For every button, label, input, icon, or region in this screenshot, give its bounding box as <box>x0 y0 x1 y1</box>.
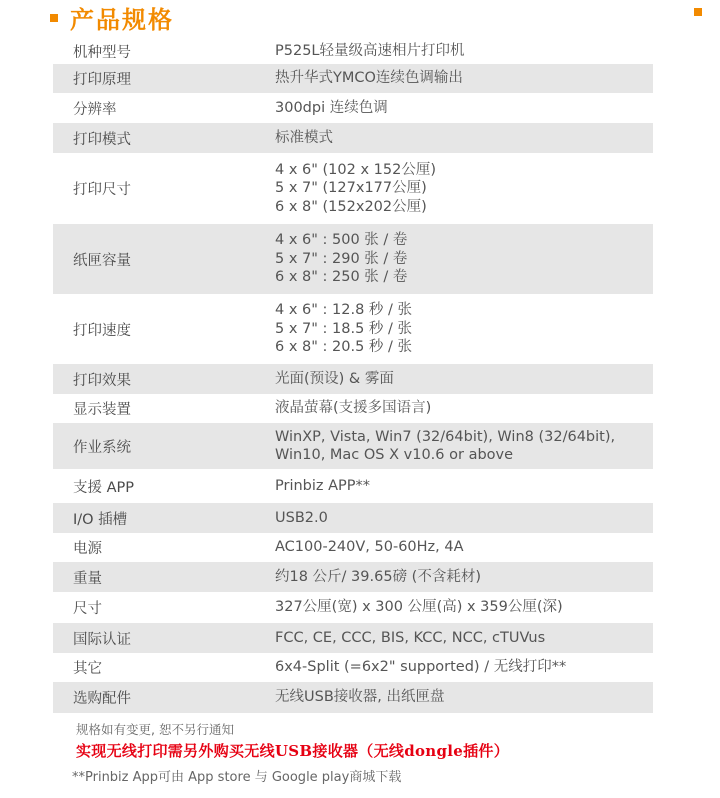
spec-value <box>275 161 653 217</box>
spec-row <box>53 294 653 364</box>
spec-label: 电源 <box>73 541 102 557</box>
spec-row <box>53 503 653 533</box>
spec-row <box>53 682 653 713</box>
spec-value-line: 6 x 8" (152x202公厘) <box>275 198 427 215</box>
spec-value-line: Prinbiz APP** <box>275 477 371 494</box>
notice-text: 规格如有变更, 恕不另行通知 <box>76 722 234 737</box>
spec-value <box>275 129 653 148</box>
spec-label: 尺寸 <box>73 601 102 617</box>
spec-value-line: 5 x 7" : 290 张 / 卷 <box>275 250 408 267</box>
spec-value-line: 4 x 6" : 12.8 秒 / 张 <box>275 302 413 319</box>
spec-value-line: 4 x 6" (102 x 152公厘) <box>275 161 436 178</box>
spec-label: 打印原理 <box>73 72 131 88</box>
spec-row <box>53 394 653 423</box>
orange-square-icon <box>50 14 58 22</box>
spec-value <box>275 69 653 88</box>
spec-row <box>53 64 653 93</box>
red-notice-text: 实现无线打印需另外购买无线USB接收器（无线dongle插件） <box>76 742 510 760</box>
orange-square-icon <box>694 8 702 16</box>
spec-value <box>275 477 653 496</box>
spec-row <box>53 153 653 224</box>
spec-row <box>53 423 653 469</box>
spec-label: 打印模式 <box>73 131 131 148</box>
app-notice-text: **Prinbiz App可由 App store 与 Google play商城下载 <box>72 770 402 785</box>
spec-value-line: 4 x 6" : 500 张 / 卷 <box>275 232 408 249</box>
spec-label: 国际认证 <box>73 631 131 648</box>
spec-value-line: 无线USB接收器, 出纸匣盘 <box>275 689 445 706</box>
spec-value-line: 约18 公斤/ 39.65磅 (不含耗材) <box>275 568 481 585</box>
spec-value-line: 6 x 8" : 20.5 秒 / 张 <box>275 339 413 356</box>
spec-value-line: 6 x 8" : 250 张 / 卷 <box>275 269 408 286</box>
spec-label: I/O 插槽 <box>73 511 128 528</box>
spec-value-line: 液晶萤幕(支援多国语言) <box>275 400 432 417</box>
spec-value-line: Win10, Mac OS X v10.6 or above <box>275 447 514 463</box>
spec-value <box>275 428 653 465</box>
spec-label: 重量 <box>73 570 102 587</box>
spec-value-line: USB2.0 <box>275 509 328 526</box>
spec-value <box>275 658 653 677</box>
spec-row <box>53 533 653 562</box>
spec-value <box>275 399 653 418</box>
spec-label: 打印速度 <box>73 322 131 339</box>
spec-row <box>53 623 653 653</box>
spec-label: 分辨率 <box>73 101 117 118</box>
spec-value <box>275 370 653 389</box>
spec-value-line: 5 x 7" : 18.5 秒 / 张 <box>275 320 413 337</box>
spec-value-line: P525L轻量级高速相片打印机 <box>275 42 465 59</box>
spec-value <box>275 99 653 118</box>
section-title: 产品规格 <box>70 5 174 34</box>
spec-value-line: 6x4-Split (=6x2" supported) / 无线打印** <box>275 659 567 676</box>
spec-label: 其它 <box>73 661 102 677</box>
spec-value <box>275 629 653 648</box>
section-header <box>50 0 174 34</box>
spec-row <box>53 653 653 682</box>
spec-value <box>275 301 653 357</box>
spec-row <box>53 123 653 153</box>
spec-label: 选购配件 <box>73 691 131 707</box>
spec-value-line: 300dpi 连续色调 <box>275 99 388 116</box>
spec-label: 作业系统 <box>73 439 131 456</box>
spec-label: 打印尺寸 <box>73 182 131 198</box>
spec-value-line: FCC, CE, CCC, BIS, KCC, NCC, cTUVus <box>275 629 546 646</box>
spec-row <box>53 364 653 394</box>
spec-row <box>53 592 653 623</box>
spec-label: 打印效果 <box>73 372 131 389</box>
spec-value <box>275 42 653 61</box>
spec-value <box>275 509 653 528</box>
spec-label: 显示装置 <box>73 402 131 418</box>
spec-label: 机种型号 <box>73 44 131 61</box>
spec-value-line: 327公厘(宽) x 300 公厘(高) x 359公厘(深) <box>275 599 563 616</box>
spec-value <box>275 598 653 617</box>
spec-value-line: 热升华式YMCO连续色调输出 <box>275 70 463 87</box>
spec-row <box>53 38 653 64</box>
spec-row <box>53 562 653 592</box>
spec-value <box>275 231 653 287</box>
spec-row <box>53 469 653 503</box>
spec-value-line: 标准模式 <box>275 129 333 146</box>
spec-row <box>53 224 653 294</box>
spec-value-line: 5 x 7" (127x177公厘) <box>275 180 427 197</box>
spec-label: 支援 APP <box>73 479 135 496</box>
spec-value-line: 光面(预设) & 雾面 <box>275 370 394 387</box>
spec-value <box>275 538 653 557</box>
spec-row <box>53 93 653 123</box>
spec-value-line: WinXP, Vista, Win7 (32/64bit), Win8 (32/64bit), <box>275 428 616 445</box>
spec-value <box>275 688 653 707</box>
spec-value-line: AC100-240V, 50-60Hz, 4A <box>275 539 464 556</box>
spec-table <box>53 38 653 713</box>
spec-value <box>275 568 653 587</box>
spec-label: 纸匣容量 <box>73 252 131 269</box>
